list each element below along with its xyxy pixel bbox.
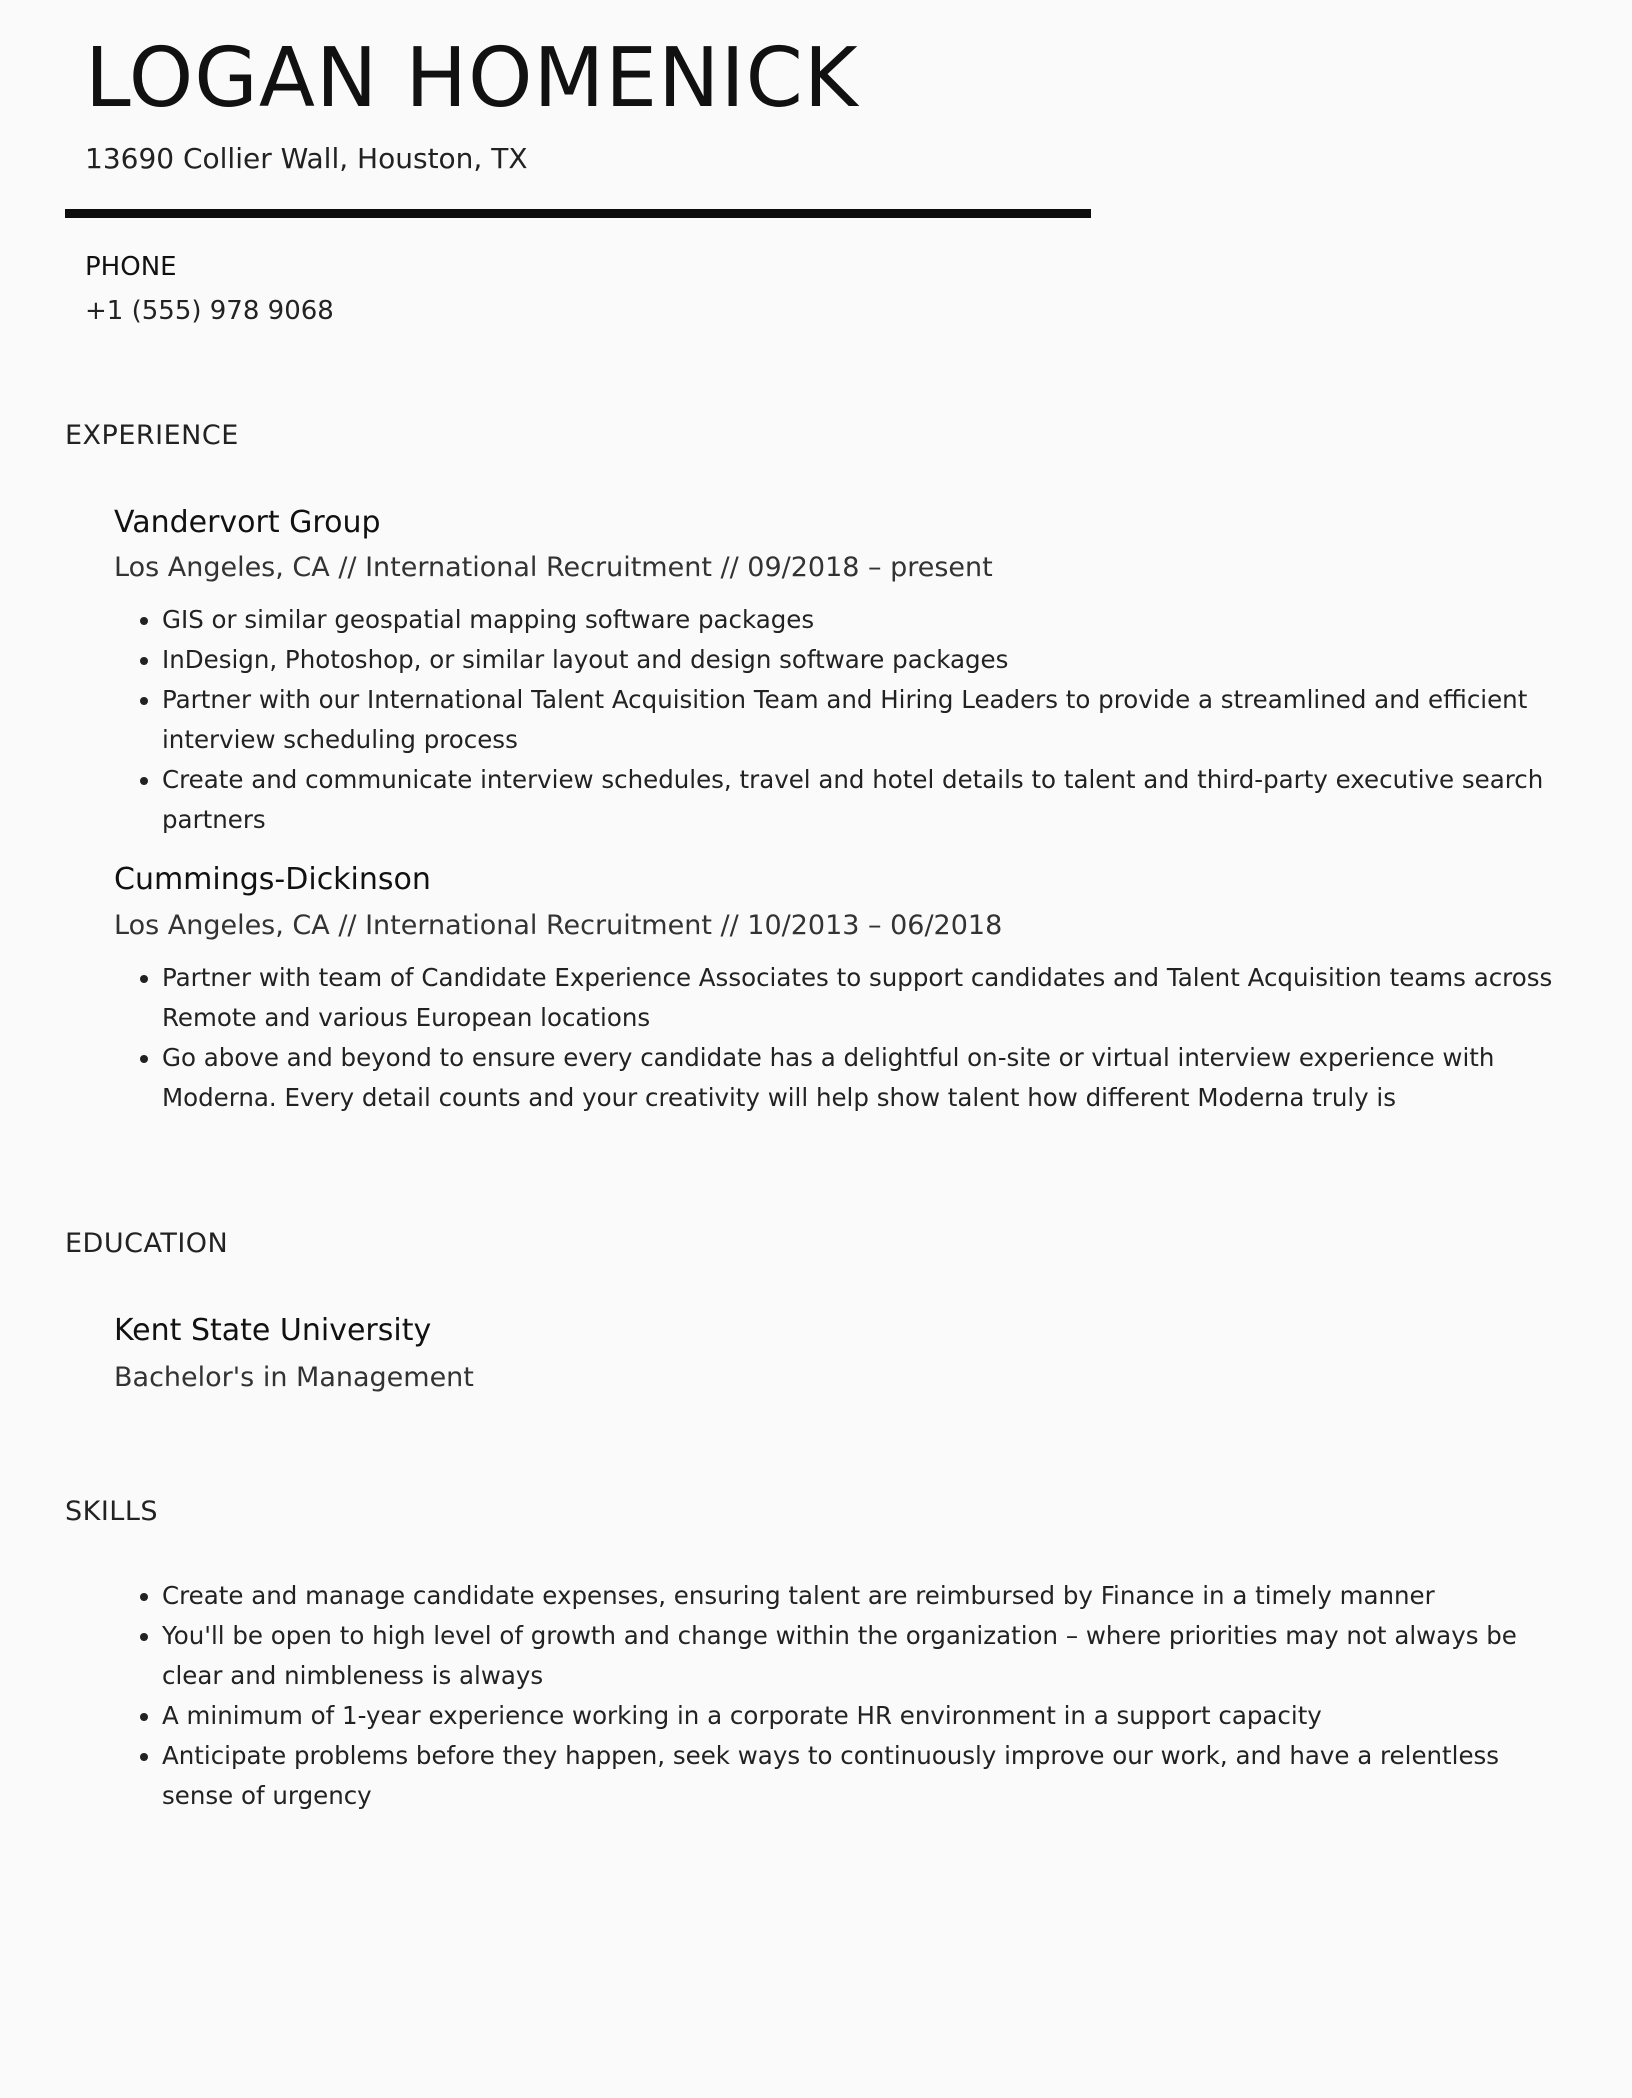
header-divider (65, 209, 1091, 218)
job-meta: Los Angeles, CA // International Recruitment // 10/2013 – 06/2018 (114, 910, 1003, 941)
phone-label: PHONE (85, 252, 177, 282)
job-bullets (114, 958, 1574, 1118)
candidate-address: 13690 Collier Wall, Houston, TX (85, 142, 528, 175)
degree: Bachelor's in Management (114, 1362, 474, 1393)
job-company: Cummings-Dickinson (114, 862, 431, 897)
phone-value: +1 (555) 978 9068 (85, 296, 334, 326)
list-item: • Partner with our International Talent Acquisition Team and Hiring Leaders to provide a streamlined and efficient interview scheduling process (162, 680, 1574, 760)
list-item: • InDesign, Photoshop, or similar layout and design software packages (162, 640, 1574, 680)
job-company: Vandervort Group (114, 505, 381, 540)
list-item: • Partner with team of Candidate Experience Associates to support candidates and Talent Acquisition teams across Remote and various European locations (162, 958, 1574, 1038)
skills-list (114, 1576, 1574, 1816)
list-item: • Create and communicate interview schedules, travel and hotel details to talent and third-party executive search partners (162, 760, 1574, 840)
list-item: • You'll be open to high level of growth and change within the organization – where priorities may not always be clear and nimbleness is always (162, 1616, 1574, 1696)
list-item: • GIS or similar geospatial mapping software packages (162, 600, 1574, 640)
education-heading: EDUCATION (65, 1228, 229, 1259)
job-meta: Los Angeles, CA // International Recruitment // 09/2018 – present (114, 552, 993, 583)
list-item: • Go above and beyond to ensure every candidate has a delightful on-site or virtual interview experience with Moderna. Every detail counts and your creativity will help show talent how different Moderna truly is (162, 1038, 1574, 1118)
skills-heading: SKILLS (65, 1496, 159, 1527)
job-bullets (114, 600, 1574, 840)
school-name: Kent State University (114, 1313, 432, 1348)
list-item: • Anticipate problems before they happen, seek ways to continuously improve our work, and have a relentless sense of urgency (162, 1736, 1574, 1816)
experience-heading: EXPERIENCE (65, 420, 239, 451)
list-item: • Create and manage candidate expenses, ensuring talent are reimbursed by Finance in a timely manner (162, 1576, 1574, 1616)
candidate-name: LOGAN HOMENICK (85, 31, 859, 126)
list-item: • A minimum of 1-year experience working in a corporate HR environment in a support capacity (162, 1696, 1574, 1736)
